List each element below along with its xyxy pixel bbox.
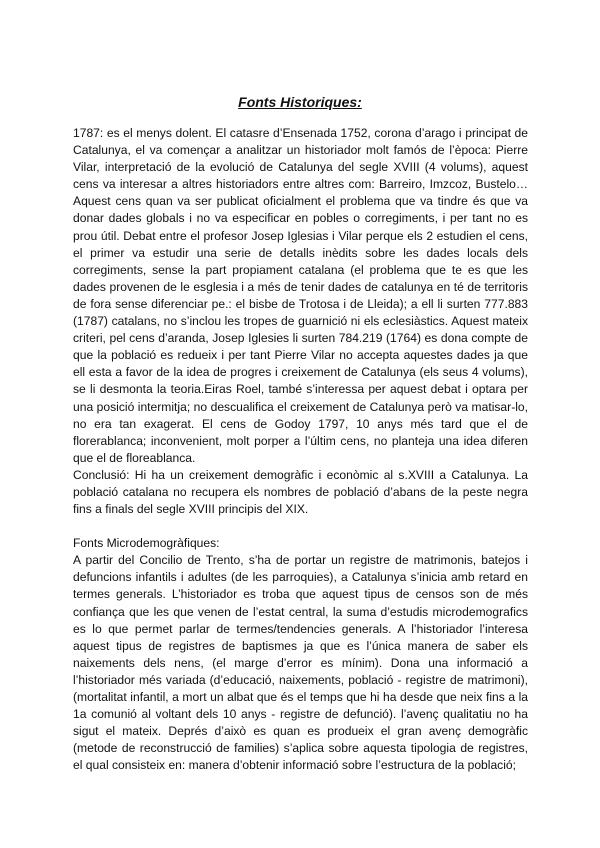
document-body xyxy=(73,125,528,774)
paragraph-spacer xyxy=(73,518,528,535)
section-heading-microdemographic: Fonts Microdemogràfiques: xyxy=(73,536,220,551)
paragraph-conclusion: Conclusió: Hi ha un creixement demogràfic i econòmic al s.XVIII a Catalunya. La població catalana no recupera els nombres de població d’abans de la peste negra fins a finals del segle XVIII principis del XIX. xyxy=(73,467,528,517)
paragraph-microdemographic: A partir del Concilio de Trento, s’ha de portar un registre de matrimonis, batejos i defuncions infantils i adultes (de les parroquies), a Catalunya s’inicia amb retard en termes generals. L’historiador es troba que aquest tipus de censos son de més confiança que les que venen de l’estat central, la suma d’estudis microdemografics es lo que permet parlar de termes/tendencies generals. A l’historiador l’interesa aquest tipus de registres de baptismes ja que es l’única manera de saber els naixements dels nens, (el marge d’error es mínim). Dona una informació a l’historiador més variada (d’educació, naixements, població - registre de matrimoni), (mortalitat infantil, a mort un albat que és el temps que hi ha desde que neix fins a la 1a comunió al voltant dels 10 anys - registre de defunció). l’avenç qualitatiu no ha sigut el mateix. Deprés d’això es quan es produeix el gran avenç demogràfic (metode de reconstrucció de families) s’aplica sobre aquesta tipologia de registres, el qual consisteix en: manera d’obtenir informació sobre l’estructura de la població; xyxy=(73,553,528,773)
page-title: Fonts Historiques: xyxy=(238,94,362,110)
paragraph-census-1787: 1787: es el menys dolent. El catasre d’Ensenada 1752, corona d’arago i principat de Catalunya, el va començar a analitzar un historiador molt famós de l’època: Pierre Vilar, interpretació de la evolució de Catalunya del segle XVIII (4 volums), aquest cens va interesar a altres historiadors entre altres com: Barreiro, Imzcoz, Bustelo… Aquest cens quan va ser publicat oficialment el problema que va tindre és que va donar dades globals i no va especificar en pobles o corregiments, i per tant no es prou útil. Debat entre el profesor Josep Iglesias i Vilar perque els 2 estudien el cens, el primer va estudir una serie de detalls inèdits sobre les dades locals dels corregiments, sense la part propiament catalana (el problema que te es que les dades provenen de le esglesia i a més de tenir dades de catalunya en té de territoris de fora sense diferenciar pe.: el bisbe de Trotosa i de Lleida); a ell li surten 777.883 (1787) catalans, no s’inclou les tropes de guarnició ni els eclesiàstics. Aquest mateix criteri, pel cens d’aranda, Josep Iglesies li surten 784.219 (1764) es dona compte de que la població es redueix i per tant Pierre Vilar no accepta aquestes dades ja que ell esta a favor de la idea de progres i creixement de Catalunya (els seus 4 volums), se li desmonta la teoria.Eiras Roel, també s’interessa per aquest debat i optara per una posició intermitja; no descualifica el creixement de Catalunya però va matisar-lo, no era tan exagerat. El cens de Godoy 1797, 10 anys més tard que el de florerablanca; inconvenient, molt porper a l’últim cens, no planteja una idea diferen que el de floreablanca. xyxy=(73,126,528,465)
